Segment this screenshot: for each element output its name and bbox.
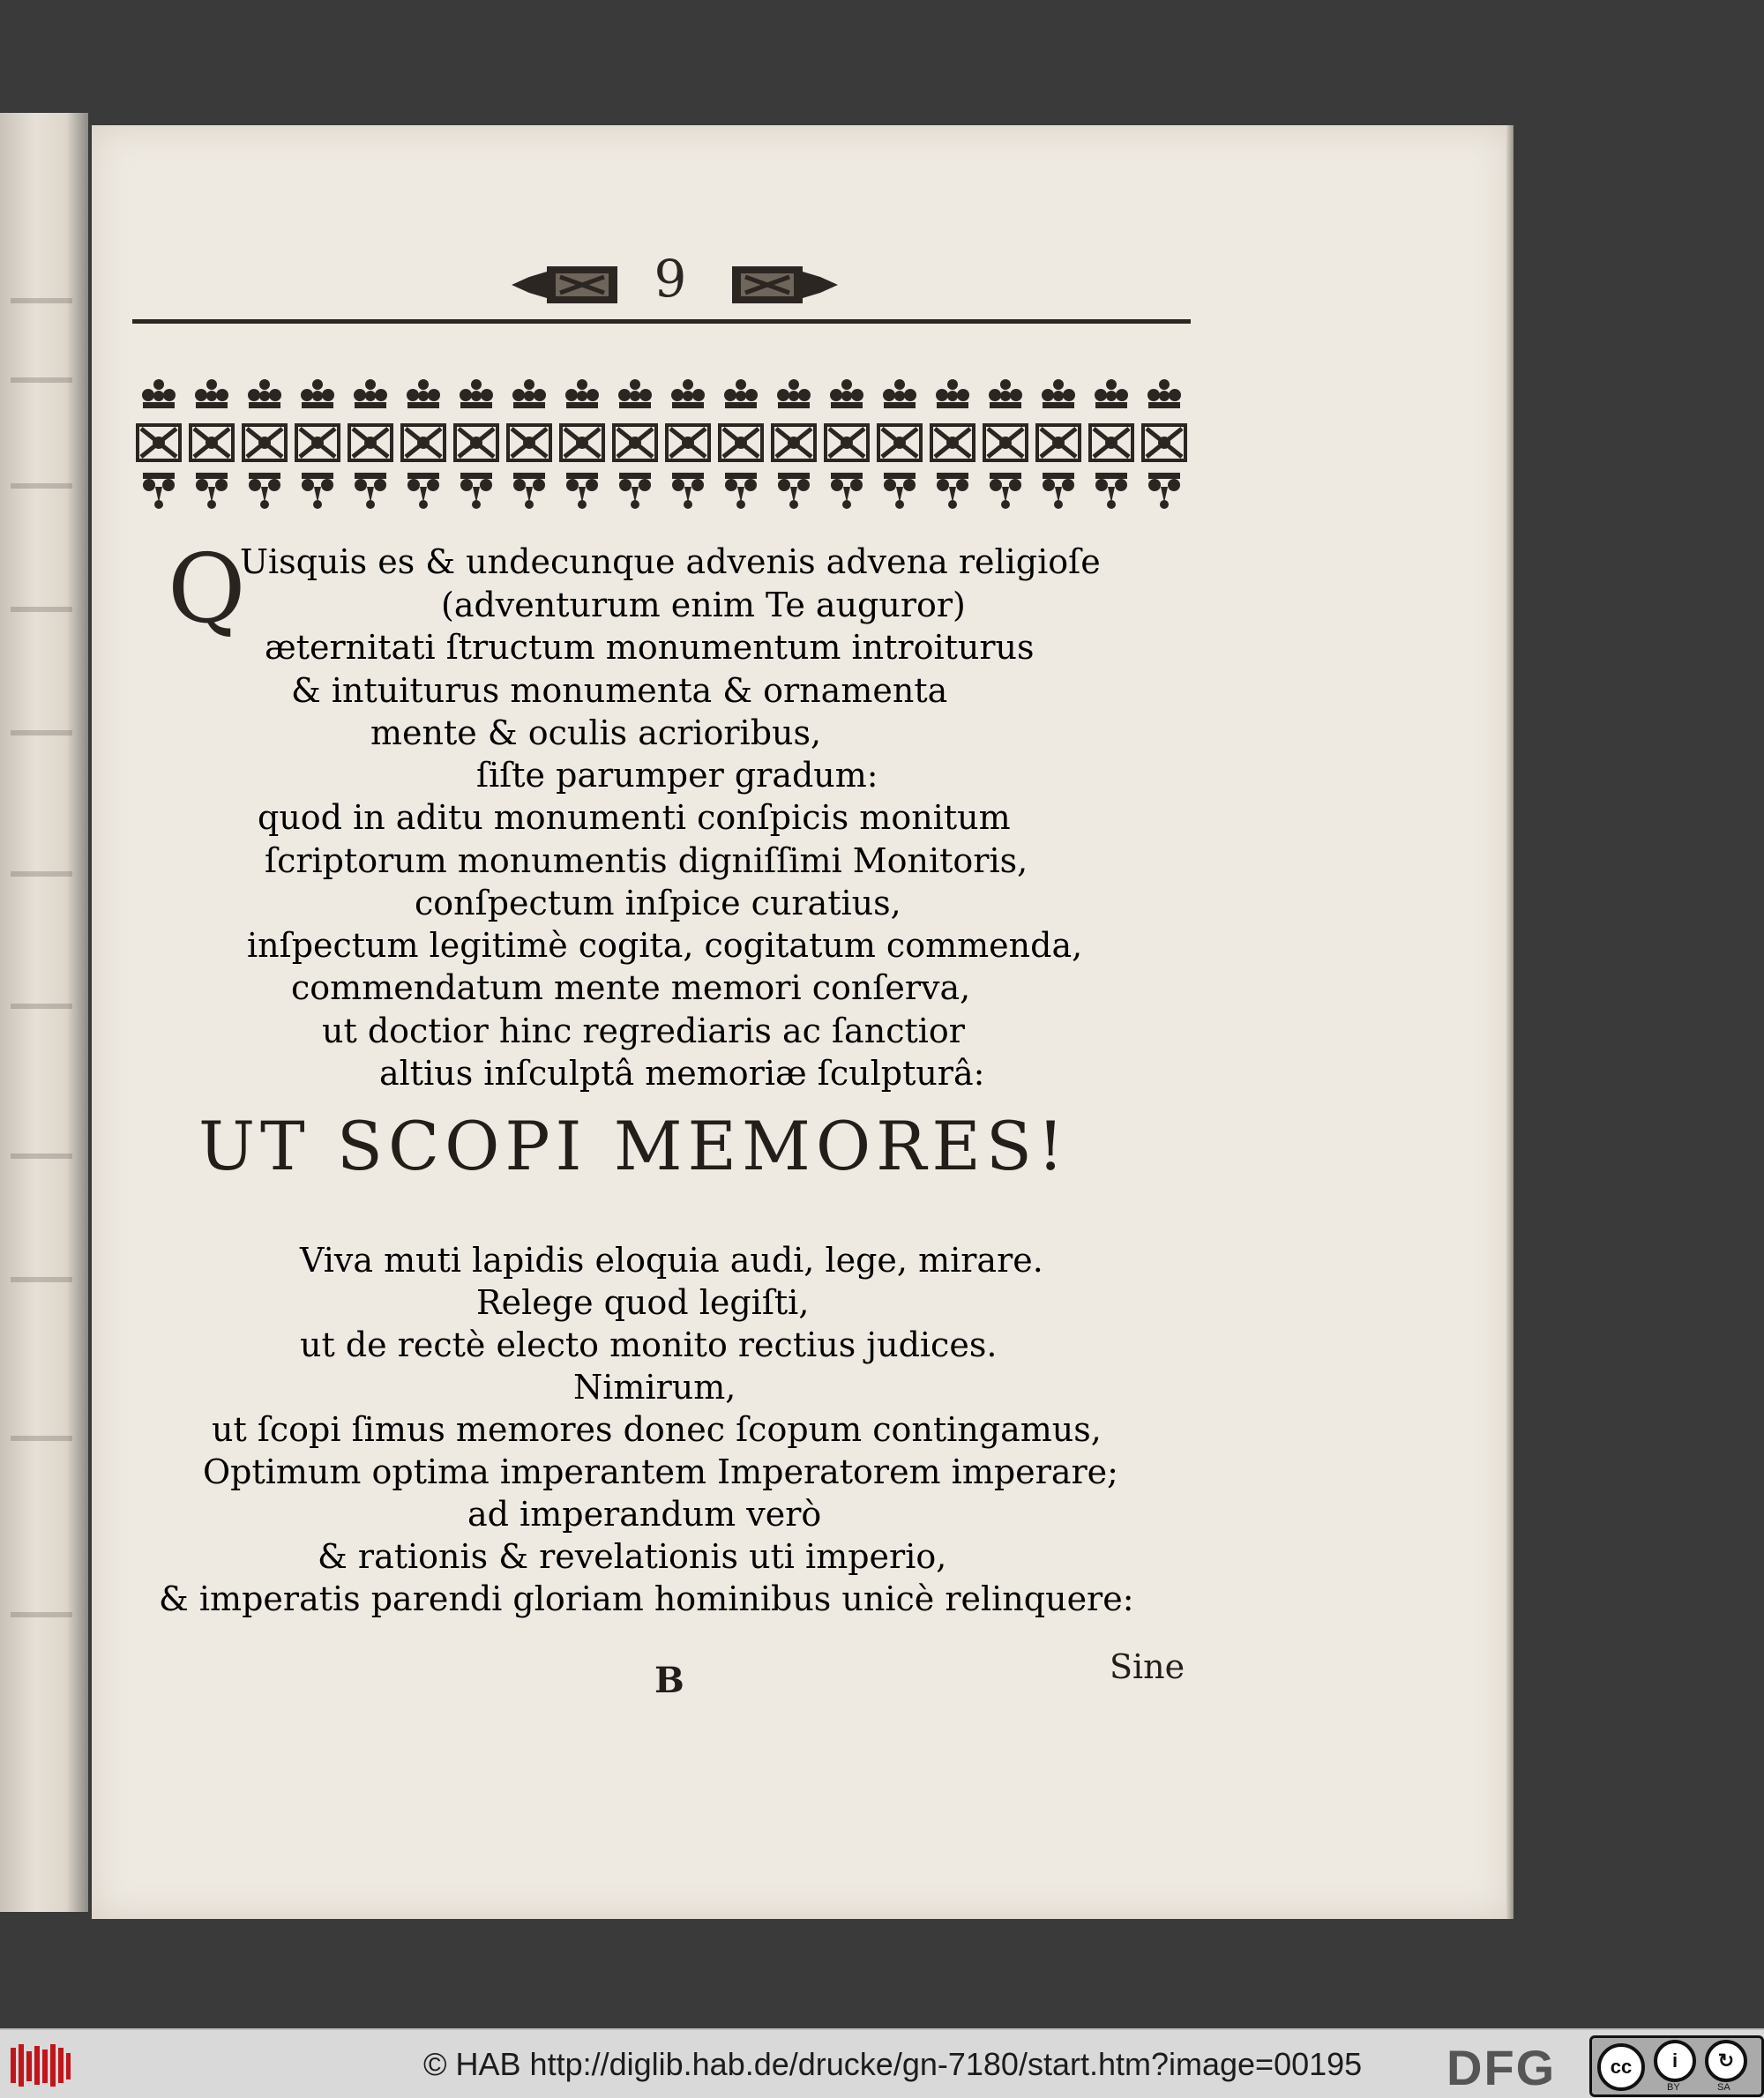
footer-bar <box>0 2028 1764 2098</box>
facing-page-edge <box>0 113 88 1912</box>
text-line: Nimirum, <box>573 1368 736 1407</box>
text-line: commendatum mente memori conſerva, <box>291 968 971 1007</box>
source-link[interactable]: © HAB http://diglib.hab.de/drucke/gn-7180/start.htm?image=00195 <box>423 2046 1363 2082</box>
text-line: ut de rectè electo monito rectius judices. <box>300 1325 998 1364</box>
cc-license-badge[interactable] <box>1589 2035 1764 2097</box>
running-head <box>132 249 1191 325</box>
text-line: mente & oculis acrioribus, <box>370 713 822 752</box>
text-line: ut doctior hinc regrediaris ac ſanctior <box>322 1012 965 1050</box>
page-edge-shadow <box>1506 125 1514 1919</box>
text-line: Uisquis es & undecunque advenis advena religioſe <box>240 542 1101 581</box>
signature-mark: B <box>654 1660 684 1701</box>
hab-logo-icon[interactable] <box>11 2044 71 2087</box>
ornament-band <box>132 362 1191 520</box>
text-line: Viva muti lapidis eloquia audi, lege, mirare. <box>300 1241 1043 1280</box>
cc-icon: cc <box>1597 2043 1645 2091</box>
catchword: Sine <box>1110 1647 1185 1686</box>
attribution-icon: i <box>1654 2040 1696 2082</box>
text-line: ſcriptorum monumentis digniſſimi Monitoris, <box>265 841 1028 880</box>
text-line: quod in aditu monumenti conſpicis monitum <box>258 798 1011 837</box>
right-head-ornament <box>723 261 838 309</box>
text-line: ſiſte parumper gradum: <box>476 756 878 795</box>
text-line: & imperatis parendi gloriam hominibus unicè relinquere: <box>159 1579 1134 1618</box>
page-number: 9 <box>654 249 687 309</box>
text-line: æternitati ſtructum monumentum introiturus <box>265 628 1035 667</box>
license-sa-label: SA <box>1717 2082 1730 2093</box>
text-line: ut ſcopi ſimus memores donec ſcopum contingamus, <box>212 1410 1102 1449</box>
left-head-ornament <box>512 261 626 309</box>
dfg-logo[interactable]: DFG <box>1446 2040 1557 2095</box>
text-line: Relege quod legiſti, <box>476 1283 810 1322</box>
license-by-label: BY <box>1667 2082 1680 2093</box>
text-line: & intuiturus monumenta & ornamenta <box>291 671 948 710</box>
text-line: Optimum optima imperantem Imperatorem imperare; <box>203 1452 1118 1491</box>
headline: UT SCOPI MEMORES! <box>198 1107 1070 1185</box>
share-alike-icon: ↻ <box>1705 2040 1747 2082</box>
text-line: ad imperandum verò <box>467 1495 822 1534</box>
head-rule <box>132 319 1191 324</box>
text-line: conſpectum inſpice curatius, <box>415 884 901 922</box>
text-line: (adventurum enim Te auguror) <box>441 586 966 624</box>
text-line: inſpectum legitimè cogita, cogitatum commenda, <box>247 926 1083 965</box>
text-line: altius inſculptâ memoriæ ſculpturâ: <box>379 1054 985 1093</box>
text-line: & rationis & revelationis uti imperio, <box>318 1537 947 1576</box>
drop-capital: Q <box>168 534 246 645</box>
